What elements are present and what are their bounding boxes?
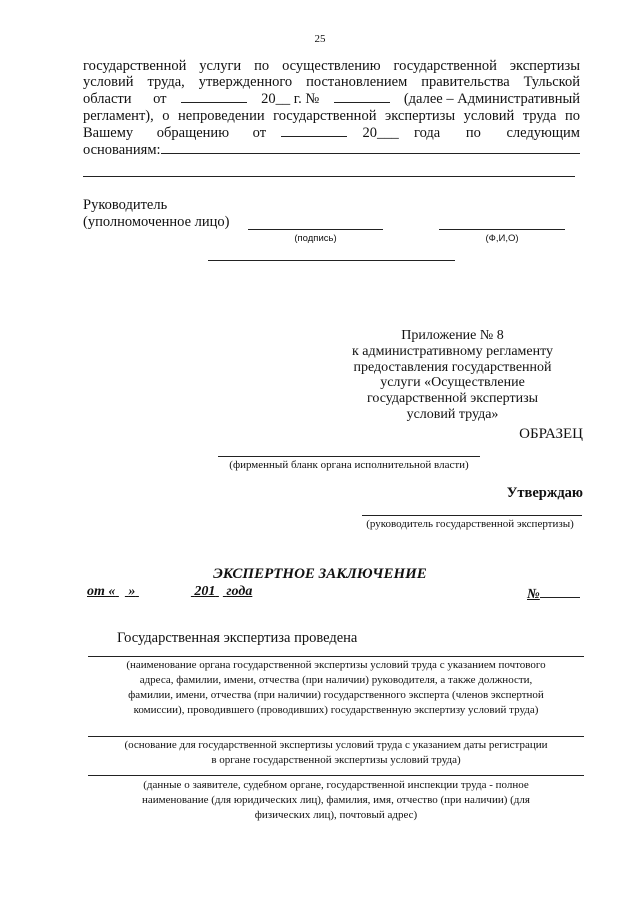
applicant-caption (80, 778, 592, 823)
letterhead-line (218, 456, 480, 457)
appendix-line-1: Приложение № 8 (401, 328, 504, 343)
appendix-line-6: условий труда» (406, 406, 499, 422)
applicant-caption-1: (данные о заявителе, судебном органе, государственной инспекции труда - полное (143, 779, 529, 791)
approve-label: Утверждаю (506, 485, 583, 501)
basis-caption (80, 738, 592, 768)
top-paragraph (83, 58, 580, 158)
applicant-caption-3: физических лиц), почтовый адрес) (254, 809, 418, 821)
conclusion-date (87, 584, 252, 600)
approve-line (362, 515, 582, 516)
applicant-caption-2: наименование (для юридических лиц), фамилия, имя, отчество (при наличии) (для (142, 794, 530, 806)
paragraph-line-2: условий труда, утвержденного постановлением правительства Тульской (83, 74, 580, 91)
paragraph-line-1: государственной услуги по осуществлению государственной экспертизы (83, 58, 580, 74)
basis-caption-2: в органе государственной экспертизы условий труда) (211, 754, 461, 766)
appendix-line-3: предоставления государственной (353, 359, 552, 375)
paragraph-line-3-start: области от (83, 91, 167, 108)
conducted-label: Государственная экспертиза проведена (117, 630, 358, 646)
paragraph-line-5 (83, 124, 580, 141)
page-number: 25 (314, 33, 326, 45)
expert-body-caption-3: фамилии, имени, отчества (при наличии) государственного эксперта (членов экспертной (128, 689, 544, 701)
date-blank (181, 90, 247, 103)
expert-body-caption-4: комиссии), проводившего (проводивших) государственную экспертизу условий труда) (133, 704, 539, 716)
sample-label: ОБРАЗЕЦ (519, 426, 583, 442)
date-mid: » (128, 584, 136, 599)
paragraph-line-3 (83, 90, 580, 107)
paragraph-line-3-mid: 20__ г. № (261, 91, 320, 108)
date-year-suffix: года (226, 584, 253, 599)
date-year: 201 (194, 584, 216, 599)
request-date-blank (281, 124, 347, 137)
name-caption: (Ф,И,О) (485, 233, 519, 244)
reasons-blank (161, 141, 580, 154)
expert-body-caption (80, 658, 592, 718)
role-line-1: Руководитель (83, 197, 168, 213)
applicant-line (88, 775, 584, 776)
signature-role (83, 197, 230, 231)
signature-line (248, 229, 383, 230)
paragraph-line-4: регламент), о непроведении государственной экспертизы условий труда по (83, 107, 580, 124)
number-blank (334, 90, 390, 103)
paragraph-line-5-start: Вашему обращению от (83, 124, 267, 141)
paragraph-line-5-end: года по следующим (414, 124, 580, 141)
appendix-line-5: государственной экспертизы (366, 391, 539, 407)
expert-body-caption-1: (наименование органа государственной экспертизы условий труда с указанием почтового (126, 659, 546, 671)
paragraph-line-3-end: (далее – Административный (403, 91, 580, 108)
role-line-2: (уполномоченное лицо) (83, 214, 230, 230)
basis-line (88, 736, 584, 737)
signature-caption: (подпись) (294, 233, 337, 244)
reasons-extra-line (83, 176, 575, 177)
name-line (439, 229, 565, 230)
expert-body-caption-2: адреса, фамилии, имени, отчества (при наличии) руководителя, а также должности, (139, 674, 533, 686)
number-sign: № (527, 587, 540, 602)
appendix-line-4: услуги «Осуществление (380, 375, 525, 391)
extra-signature-line (208, 260, 455, 261)
paragraph-line-6-text: основаниям: (83, 142, 161, 159)
date-prefix: от « (87, 584, 116, 599)
conclusion-number-blank (540, 584, 580, 598)
paragraph-line-6 (83, 141, 580, 158)
expert-body-line (88, 656, 584, 657)
paragraph-line-5-year: 20___ (362, 124, 399, 141)
approve-caption: (руководитель государственной экспертизы) (366, 518, 574, 530)
basis-caption-1: (основание для государственной экспертизы условий труда с указанием даты регистрации (124, 739, 548, 751)
appendix-header (330, 328, 575, 423)
appendix-line-2: к административному регламенту (351, 343, 554, 359)
conclusion-title: ЭКСПЕРТНОЕ ЗАКЛЮЧЕНИЕ (213, 566, 427, 582)
conclusion-number (527, 584, 580, 603)
letterhead-caption: (фирменный бланк органа исполнительной власти) (229, 459, 469, 471)
